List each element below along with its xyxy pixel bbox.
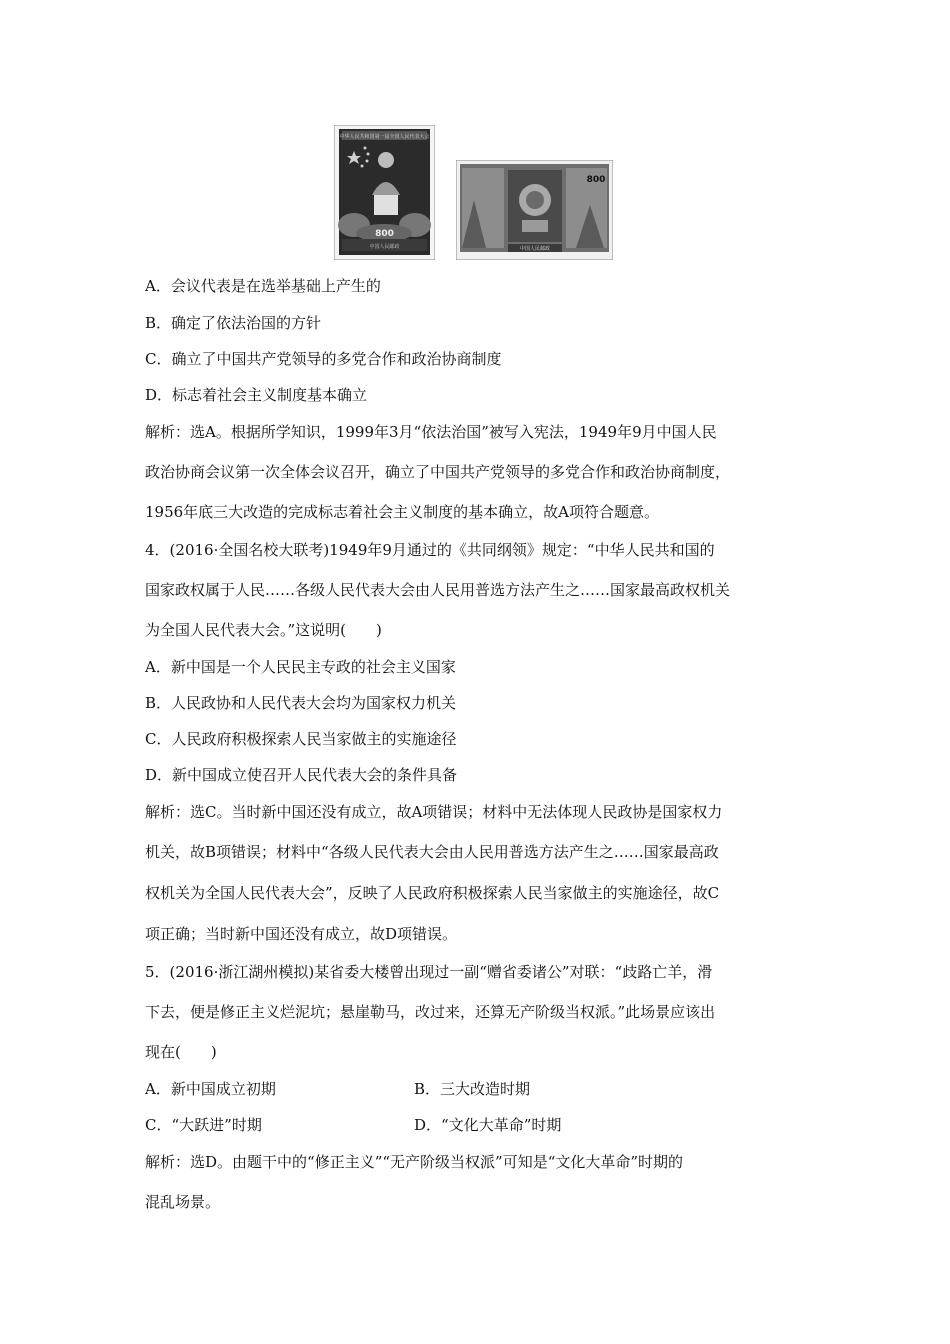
stamp-landscape-image — [456, 160, 613, 260]
q4-option-b: B．人民政协和人民代表大会均为国家权力机关 — [145, 694, 457, 712]
q3-option-d: D．标志着社会主义制度基本确立 — [145, 386, 368, 404]
stamp-images — [0, 125, 950, 265]
q5-option-a: A．新中国成立初期 — [145, 1080, 276, 1098]
q3-option-c: C．确立了中国共产党领导的多党合作和政治协商制度 — [145, 350, 502, 368]
q5-stem-line: 下去，便是修正主义烂泥坑；悬崖勒马，改过来，还算无产阶级当权派。”此场景应该出 — [145, 1003, 716, 1021]
q4-analysis-line: 项正确；当时新中国还没有成立，故D项错误。 — [145, 925, 458, 943]
stamp2-value: 800 — [586, 175, 606, 185]
q4-option-a: A．新中国是一个人民民主专政的社会主义国家 — [145, 658, 456, 676]
q5-option-c: C．“大跃进”时期 — [145, 1116, 262, 1134]
stamp1-value: 800 — [375, 229, 394, 239]
q5-analysis-line: 解析：选D。由题干中的“修正主义”“无产阶级当权派”可知是“文化大革命”时期的 — [145, 1153, 684, 1171]
q4-stem-line: 4．(2016·全国名校大联考)1949年9月通过的《共同纲领》规定：“中华人民共和国的 — [145, 541, 715, 559]
q4-analysis-line: 解析：选C。当时新中国还没有成立，故A项错误；材料中无法体现人民政协是国家权力 — [145, 803, 723, 821]
q5-analysis-line: 混乱场景。 — [145, 1193, 221, 1211]
q4-stem-line: 国家政权属于人民……各级人民代表大会由人民用普选方法产生之……国家最高政权机关 — [145, 581, 731, 599]
q5-stem-line: 5．(2016·浙江湖州模拟)某省委大楼曾出现过一副“赠省委诸公”对联：“歧路亡羊，滑 — [145, 963, 713, 981]
stamp1-top-text: 中华人民共和国第一届全国人民代表大会 — [339, 134, 430, 140]
q4-stem-line: 为全国人民代表大会。”这说明( ) — [145, 621, 382, 639]
q3-analysis-line: 1956年底三大改造的完成标志着社会主义制度的基本确立，故A项符合题意。 — [145, 503, 660, 521]
stamp-portrait-image — [334, 125, 435, 260]
q4-analysis-line: 权机关为全国人民代表大会”，反映了人民政府积极探索人民当家做主的实施途径，故C — [145, 884, 720, 902]
q4-option-d: D．新中国成立使召开人民代表大会的条件具备 — [145, 766, 458, 784]
q5-option-b: B．三大改造时期 — [414, 1080, 531, 1098]
q5-option-d: D．“文化大革命”时期 — [414, 1116, 562, 1134]
q3-option-a: A．会议代表是在选举基础上产生的 — [145, 277, 381, 295]
stamp2-country: 中国人民邮政 — [519, 246, 551, 252]
q5-stem-line: 现在( ) — [145, 1043, 217, 1061]
q3-analysis-line: 解析：选A。根据所学知识，1999年3月“依法治国”被写入宪法，1949年9月中国人民 — [145, 423, 717, 441]
q3-option-b: B．确定了依法治国的方针 — [145, 314, 322, 332]
q3-analysis-line: 政治协商会议第一次全体会议召开，确立了中国共产党领导的多党合作和政治协商制度， — [145, 463, 731, 481]
q4-option-c: C．人民政府积极探索人民当家做主的实施途径 — [145, 730, 457, 748]
q4-analysis-line: 机关，故B项错误；材料中“各级人民代表大会由人民用普选方法产生之……国家最高政 — [145, 843, 719, 861]
stamp1-country: 中国人民邮政 — [369, 244, 400, 250]
